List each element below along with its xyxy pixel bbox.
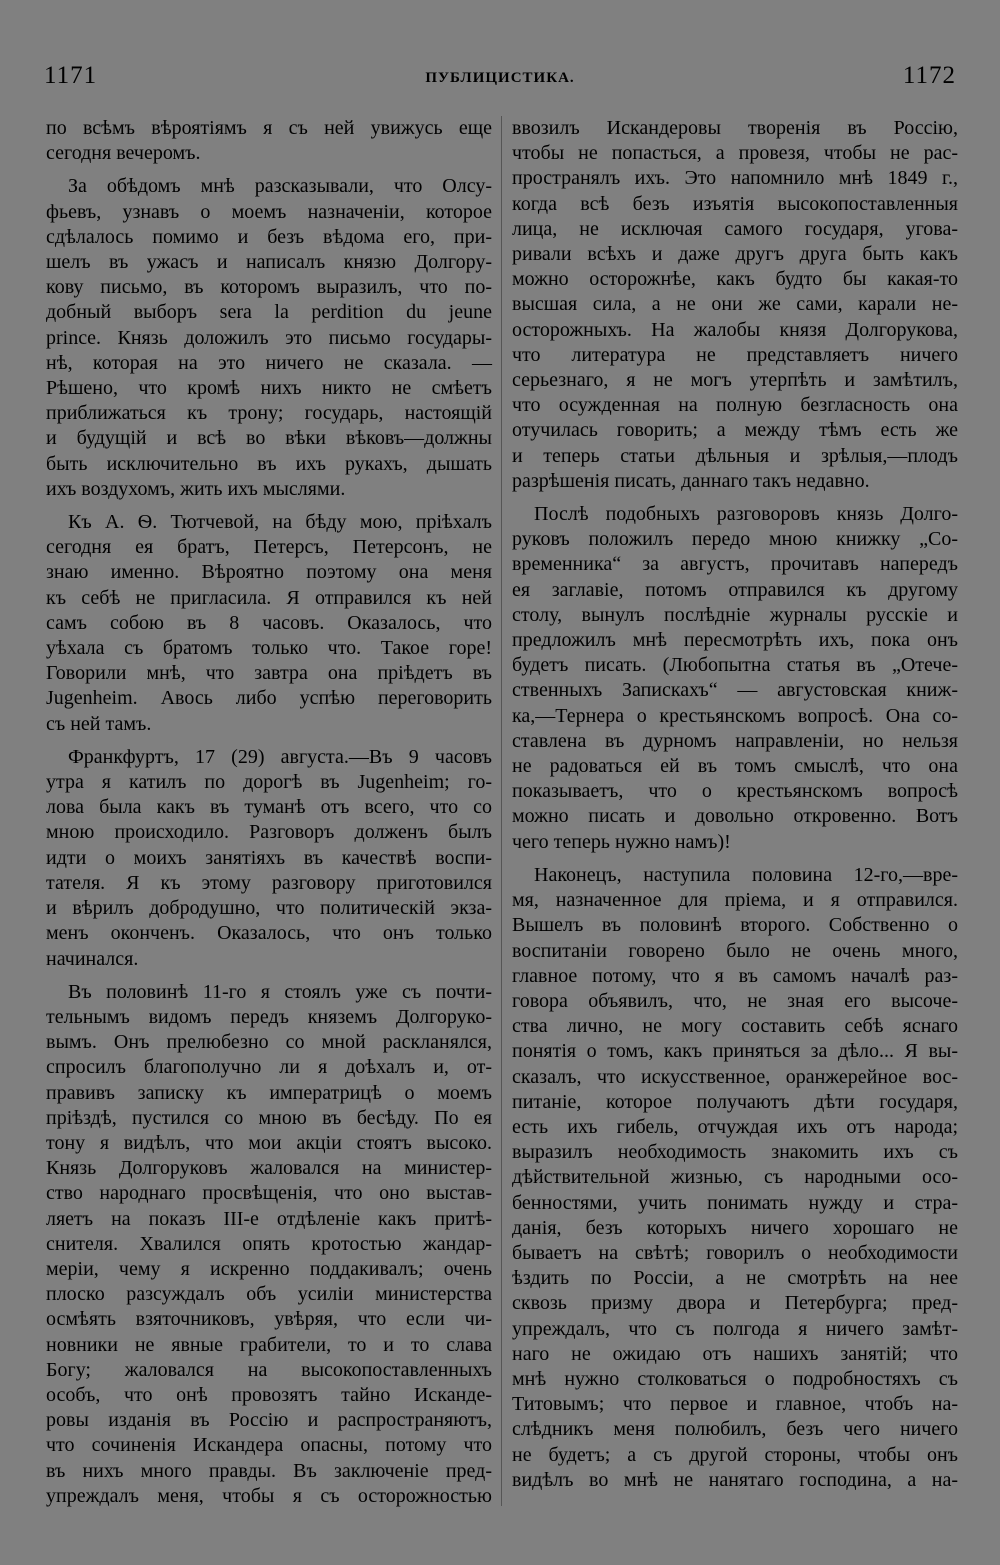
- text-line: шелъ въ ужасъ и написалъ князю Долгору-: [46, 251, 492, 274]
- text-line: ства лично, не могу составить себѣ яснаго: [512, 1015, 958, 1038]
- text-line: серьезнаго, я не могъ утерпѣть и замѣтилъ,: [512, 369, 958, 392]
- left-column: [46, 116, 492, 1509]
- text-line: къ себѣ не пригласила. Я отправился къ ней: [46, 586, 492, 609]
- text-line: Послѣ подобныхъ разговоровъ князь Долго-: [534, 503, 958, 526]
- text-line: предложилъ мнѣ пересмотрѣть ихъ, пока онъ: [512, 629, 958, 652]
- text-line: Вышелъ въ половинѣ второго. Собственно о: [512, 914, 958, 937]
- text-line: ѣздить по Россіи, а не смотрѣть на нее: [512, 1267, 958, 1290]
- text-line: что сочиненія Искандера опасны, потому что: [46, 1434, 492, 1457]
- text-line: мнѣ нужно столковаться о подробностяхъ съ: [512, 1367, 958, 1390]
- text-line: и вѣрилъ добродушно, что политическій экза-: [46, 897, 492, 920]
- text-line: Къ А. Ѳ. Тютчевой, на бѣду мою, пріѣхалъ: [68, 511, 492, 534]
- text-line: руковъ положилъ передо мною книжку „Со-: [512, 528, 958, 551]
- text-line: осторожныхъ. На жалобы князя Долгорукова,: [512, 318, 958, 341]
- text-line: правивъ записку къ императрицѣ о моемъ: [46, 1081, 492, 1104]
- text-line: Франкфуртъ, 17 (29) августа.—Въ 9 часовъ: [68, 745, 492, 768]
- text-line: осмѣять взяточниковъ, увѣряя, что если чи-: [46, 1308, 492, 1331]
- text-line: показываетъ, что о крестьянскомъ вопросѣ: [512, 780, 958, 803]
- text-line: Титовымъ; что первое и главное, чтобъ на-: [512, 1393, 958, 1416]
- text-line: говора объявилъ, что, не зная его высоче-: [512, 989, 958, 1012]
- right-column: [512, 116, 958, 1493]
- running-title: ПУБЛИЦИСТИКА.: [425, 70, 575, 86]
- text-line: можно осторожнѣе, какъ будто бы какая-то: [512, 268, 958, 291]
- text-line: Въ половинѣ 11-го я стоялъ уже съ почти-: [68, 980, 492, 1003]
- text-line: не будетъ; а съ другой стороны, чтобы онъ: [512, 1443, 958, 1466]
- text-line: лица, не исключая самого государя, угова-: [512, 217, 958, 240]
- text-line: Богу; жаловался на высокопоставленныхъ: [46, 1358, 492, 1381]
- text-line: чего теперь нужно намъ)!: [512, 830, 731, 853]
- text-line: спросилъ благополучно ли я доѣхалъ и, от-: [46, 1056, 492, 1079]
- text-line: воспитаніи говорено было не очень много,: [512, 939, 958, 962]
- text-line: высшая сила, а не они же сами, карали не-: [512, 293, 958, 316]
- text-line: можно писать и довольно откровенно. Вотъ: [512, 805, 958, 828]
- text-line: вымъ. Онъ прелюбезно со мной раскланялся,: [46, 1031, 492, 1054]
- text-line: начинался.: [46, 947, 139, 970]
- text-line: быть исключительно въ ихъ рукахъ, дышать: [46, 452, 492, 475]
- text-line: съ ней тамъ.: [46, 712, 152, 735]
- text-line: питаніе, которое получаютъ дѣти государя,: [512, 1090, 958, 1113]
- text-line: сдѣлалось помимо и безъ вѣдома его, при-: [46, 225, 492, 248]
- text-line: ея заглавіе, потомъ отправился къ другому: [512, 578, 958, 601]
- text-line: и теперь статьи дѣльныя и зрѣлыя,—плодъ: [512, 444, 958, 467]
- text-line: знаю именно. Вѣроятно поэтому она меня: [46, 561, 492, 584]
- text-line: упреждалъ меня, чтобы я съ осторожностью: [46, 1484, 492, 1507]
- text-line: не радоваться ей въ томъ смыслѣ, что она: [512, 755, 958, 778]
- text-line: что литература не представляетъ ничего: [512, 343, 958, 366]
- text-line: новники не явные грабители, то и то слава: [46, 1333, 492, 1356]
- text-line: сквозь призму двора и Петербурга; пред-: [512, 1292, 958, 1315]
- text-line: когда всѣ безъ изъятія высокопоставленныя: [512, 192, 958, 215]
- page-number-right: 1172: [902, 62, 956, 89]
- text-line: тельнымъ видомъ передъ княземъ Долгоруко-: [46, 1005, 492, 1028]
- text-line: утра я катилъ по дорогѣ въ Jugenheim; го-: [46, 771, 492, 794]
- text-line: нѣ, которая на это ничего не сказала. —: [46, 351, 492, 374]
- text-line: и будущій и всѣ во вѣки вѣковъ—должны: [46, 427, 492, 450]
- text-line: самъ собою въ 8 часовъ. Оказалось, что: [46, 611, 492, 634]
- text-line: въ нихъ много правды. Въ заключеніе пред-: [46, 1459, 492, 1482]
- text-line: добный выборъ sera la perdition du jeune: [46, 301, 492, 324]
- text-line: ственныхъ Запискахъ“ — августовская книж-: [512, 679, 958, 702]
- text-line: приближаться къ трону; государь, настоящій: [46, 402, 492, 425]
- text-line: бываетъ на свѣтѣ; говорилъ о необходимости: [512, 1241, 958, 1264]
- text-line: по всѣмъ вѣроятіямъ я съ ней увижусь еще: [46, 117, 492, 139]
- text-line: понятія о томъ, какъ приняться за дѣло... Я вы-: [512, 1040, 958, 1063]
- text-line: фьевъ, узнавъ о моемъ назначеніи, которое: [46, 200, 492, 223]
- text-line: ихъ воздухомъ, жить ихъ мыслями.: [46, 477, 346, 500]
- text-line: ляетъ на показъ III-е отдѣленіе какъ притѣ-: [46, 1207, 492, 1230]
- text-line: лова была какъ въ туманѣ отъ всего, что со: [46, 796, 492, 819]
- text-line: видѣлъ во мнѣ не нанятаго господина, а на-: [512, 1468, 958, 1491]
- text-line: сказалъ, что искусственное, оранжерейное вос-: [512, 1065, 958, 1088]
- text-line: За обѣдомъ мнѣ разсказывали, что Олсу-: [68, 175, 492, 198]
- text-line: столу, вынулъ послѣдніе журналы русскіе и: [512, 603, 958, 626]
- text-line: сегодня ея братъ, Петерсъ, Петерсонъ, не: [46, 536, 492, 559]
- text-line: ввозилъ Искандеровы творенія въ Россію,: [512, 117, 958, 139]
- text-line: дѣйствительной жизнью, съ народными осо-: [512, 1166, 958, 1189]
- text-line: снителя. Хвалился опять кротостью жандар-: [46, 1232, 492, 1255]
- text-line: бенностями, учить понимать нужду и стра-: [512, 1191, 958, 1214]
- text-line: разрѣшенія писать, даннаго такъ недавно.: [512, 469, 870, 492]
- text-line: Jugenheim. Авось либо успѣю переговорить: [46, 687, 492, 710]
- text-line: что осужденная на полную безгласность она: [512, 394, 958, 417]
- column-divider: [501, 116, 502, 1506]
- text-line: пространялъ ихъ. Это напомнило мнѣ 1849 г.,: [512, 167, 958, 190]
- page-number-left: 1171: [44, 62, 98, 89]
- text-line: ривали всѣхъ и даже другъ друга быть какъ: [512, 243, 958, 266]
- text-line: главное потому, что я въ самомъ началѣ раз-: [512, 964, 958, 987]
- text-line: чтобы не попасться, а провезя, чтобы не рас-: [512, 142, 958, 165]
- text-line: плоско разсуждалъ объ усиліи министерства: [46, 1283, 492, 1306]
- text-line: пріѣздѣ, пустился со мною въ бесѣду. По ея: [46, 1106, 492, 1129]
- text-line: будетъ писать. (Любопытна статья въ „Отече-: [512, 654, 958, 677]
- text-line: идти о моихъ занятіяхъ въ качествѣ воспи-: [46, 846, 492, 869]
- text-line: отучилась говорить; а между тѣмъ есть же: [512, 419, 958, 442]
- text-line: слѣдникъ меня полюбилъ, безъ чего ничего: [512, 1418, 958, 1441]
- text-line: кову письмо, въ которомъ выразилъ, что по-: [46, 276, 492, 299]
- text-line: ка,—Тернера о крестьянскомъ вопросѣ. Она со-: [512, 704, 958, 727]
- text-line: особъ, что онѣ провозятъ тайно Искандe-: [46, 1383, 492, 1406]
- text-line: тателя. Я къ этому разговору приготовился: [46, 871, 492, 894]
- text-line: сегодня вечеромъ.: [46, 142, 201, 165]
- text-line: ство народнаго просвѣщенія, что оно выстав-: [46, 1182, 492, 1205]
- text-line: упреждалъ, что съ полгода я ничего замѣт-: [512, 1317, 958, 1340]
- text-line: наго не ожидаю отъ нашихъ занятій; что: [512, 1342, 958, 1365]
- text-line: менъ оконченъ. Оказалось, что онъ только: [46, 922, 492, 945]
- text-line: есть ихъ гибель, отчуждая ихъ отъ народа;: [512, 1115, 958, 1138]
- text-line: уѣхала съ братомъ только что. Такое горе!: [46, 637, 492, 660]
- text-line: меріи, чему я искренно поддакивалъ; очень: [46, 1257, 492, 1280]
- text-line: Говорили мнѣ, что завтра она пріѣдетъ въ: [46, 662, 492, 685]
- text-line: Рѣшено, что кромѣ нихъ никто не смѣетъ: [46, 377, 492, 400]
- text-line: ставлена въ дурномъ направленіи, но нельзя: [512, 729, 958, 752]
- text-line: данія, безъ которыхъ ничего хорошаго не: [512, 1216, 958, 1239]
- text-line: ровы изданія въ Россію и распространяютъ,: [46, 1409, 492, 1432]
- text-line: временника“ за августъ, прочитавъ напередъ: [512, 553, 958, 576]
- text-line: Князь Долгоруковъ жаловался на министер-: [46, 1157, 492, 1180]
- text-line: Наконецъ, наступила половина 12-го,—вре-: [534, 863, 958, 886]
- text-line: мною происходило. Разговоръ долженъ былъ: [46, 821, 492, 844]
- running-header: [0, 62, 1000, 98]
- text-line: выразилъ необходимость знакомить ихъ съ: [512, 1141, 958, 1164]
- text-line: тону я видѣлъ, что мои акціи стоятъ высоко.: [46, 1131, 492, 1154]
- text-line: мя, назначенное для пріема, и я отправился.: [512, 889, 958, 912]
- text-line: prince. Князь доложилъ это письмо государы-: [46, 326, 492, 349]
